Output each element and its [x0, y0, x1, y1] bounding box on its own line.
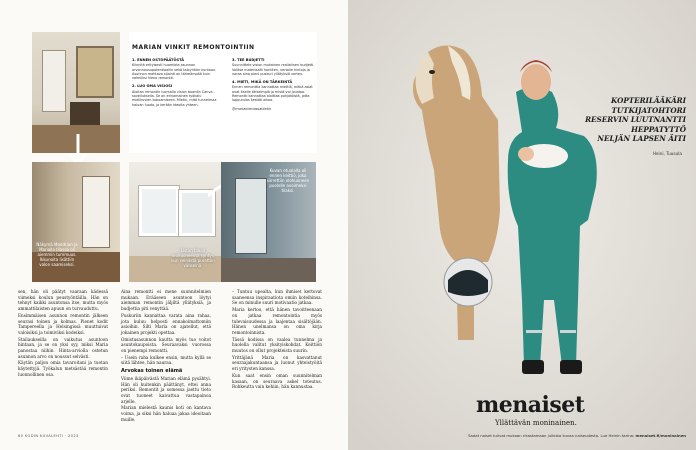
tip-heading: 3. TEE BUDJETTI — [232, 58, 265, 62]
body-column-3 — [232, 289, 322, 391]
brand-logo: menaiset — [476, 392, 585, 418]
quote-line: RESERVIN LUUTNANTTI — [585, 115, 686, 125]
body-paragraph: Stailaukseilla on vaikutus asuntoon hintaan, ja se on yksi syy, miksi Maria panostaa niihin. Hinta-arviolla ostetun asunnon arvo on noussut selvästi. — [18, 336, 108, 359]
body-paragraph: Omistusasunnon kautta myös tuo voitot asuntokaupoista. Seuraavaksi vuorossa on pienempi remontti. — [121, 336, 211, 354]
body-paragraph: Aina remontti ei mene suunnitelmien mukaan. Erääseen asuntoon löytyi aiemman remontin jäljiltä yllätyksiä, ja budjettia piti venyttää. — [121, 289, 211, 312]
sidebar-column-left — [132, 58, 218, 111]
footer-link[interactable]: menaiset.fi/moninainen — [635, 433, 686, 438]
tip-heading: 4. MIETI, MIKÄ ON TÄRKEINTÄ — [232, 80, 293, 85]
photo-after-hallway — [32, 162, 120, 282]
tip-text: Suunnittele vision mukainen realistinen budjetti. Valitse materiaalit harkiten, vertaile hintoja ja varaa aina pieni puskuri yllätyksiä varten. — [232, 63, 315, 76]
body-paragraph: sen, hän oli päätyt vaaraan kädessä viimeksi koulun peustyöntäilla. Hän on tehnyt kaikki asuntonsa itse, mutta myös ammattilaisten apuun on turvauduttu. — [18, 289, 108, 312]
ad-footer — [368, 433, 686, 438]
body-column-1 — [18, 289, 108, 379]
section-heading: Arvokas toinen elämä — [121, 368, 183, 375]
photo-caption: Näkymä Mondrian ja Marialla tilassa oli aiemmin tummuus. Ikkunoita lisättiin valon saamiseksi. — [36, 242, 78, 267]
body-paragraph: Viime ikäpäivästä Marian elämä pysähtyi. Hän oli kuitenkin päättänyt, ettei anna periksi. Remontit ja somessa jaettu tieto ovat tuoneet kaivattua vastapainoa arjelle. — [121, 375, 211, 404]
photo-kitchen-before — [221, 162, 316, 282]
ad-quote — [548, 96, 686, 144]
right-page-ad — [348, 0, 696, 450]
sidebar-title: MARIAN VINKIT REMONTOINTIIN — [132, 44, 255, 51]
body-paragraph: Tässä kodissa on vaalea tunnelma ja huolella valitut yksityiskohdat. Keittiön muutos on ollut projekteista suurin. — [232, 336, 322, 354]
body-paragraph: – Tuntuu upealta, kun ihmiset kertovat saaneensa inspiraatiota omiin koteihinsa. Se on minulle suuri motivaatio jatkaa. — [232, 289, 322, 306]
body-column-2 — [121, 289, 211, 423]
tip-text: Ennen remonttia kannattaa miettiä, mitkä asiat ovat itselle tärkeimpiä ja mistä voi joustaa. Remontti kannattaa aloittaa pohjatöistä, jotta lopputulos kestää aikaa. — [232, 85, 313, 103]
body-paragraph: Marian mielestä kaunis koti on kantava voima, ja siksi hän haluaa jakaa ideoitaan muille. — [121, 405, 211, 422]
photo-caption: Kuvan etualalla oli ennen keittiö, joka siirrettiin olohuoneen puolelle avoimeksi tilaksi. — [266, 168, 310, 193]
quote-line: KOPTERILÄÄKÄRI — [611, 96, 686, 105]
page-folio: 60 KODIN KUVALEHTI · 2023 — [18, 434, 79, 438]
body-paragraph: Kun saat ensin oman suunnitelman kasaan, on seuraava askel toteutus. Rohkeutta vain kehiin, hän kannustaa. — [232, 372, 322, 390]
tip-heading: 2. LUO OMA VISIOSI — [132, 84, 173, 89]
footer-text: Sadat naiset tulivat mukaan rikastamaan julkista kuvaa naiseudesta. Lue Heinin tarina: — [468, 433, 635, 438]
body-paragraph: Yrittäjänä Maria on kasvattanut seuraajakuntaansa ja luonut yhteistyöitä eri yritysten kanssa. — [232, 354, 322, 372]
quote-line: HEPPATYTTÖ — [631, 124, 686, 134]
ad-photo-woman-horse — [348, 0, 696, 450]
tips-sidebar — [129, 32, 317, 153]
tip-heading: 1. ENNEN OSTOPÄÄTÖSTÄ — [132, 58, 185, 62]
tip-text: Aloitan remontin luomalla vision boardin Canva -sovelluksella. Se on erinomainen työkalu mielikuvien kokoamiseen. Mietin, mitä tunnelmaa haluan luoda, ja kerään ideoita yhteen. — [132, 89, 217, 107]
body-paragraph: Käytän paljon omia tavaroitani ja tuotan käytettyjä. Työkalun metsästää remontin luonnollinen osa. — [18, 360, 108, 377]
tip-text: Kiinnitä erityisesti huomiota asunnon arvonnousupotentiaaliin sekä taloyhtiön kuntoon. Asunnon mahtava sijainti on tärkeämpää kuin valmiiksi hieno remontti. — [132, 63, 217, 81]
body-paragraph: Ensimmäisen asunnon remontin jälkeen seurasi toinen ja kolmas. Pienet kodit Tampereella ja Helsingissä muuttuivat valoisiksi ja toimiviksi kodeiksi. — [18, 312, 108, 335]
sidebar-column-right — [232, 58, 318, 115]
body-paragraph: – Usein raha kulkee ensin, mutta kyllä se siitä lähtee, hän nauraa. — [121, 354, 211, 366]
brand-slogan: Yllättävän moninainen. — [495, 419, 577, 427]
quote-line: TUTKIJATOHTORI — [611, 105, 686, 115]
quote-line: NELJÄN LAPSEN ÄITI — [597, 134, 686, 144]
sidebar-credit: @mariaolemassatilatin — [232, 106, 271, 111]
quote-attribution: Heini, Tuusula — [652, 151, 682, 156]
body-paragraph: Maria kertoo, että hänen tavoitteenaan on jatkaa remontointia myös tulevaisuudessa ja laajentaa sisältöjään. Hänen unelmansa on oma kirja remontoinnista. — [232, 307, 322, 335]
photo-caption: Listan tilaan olohuoneessa syntyi, kun seinästä purettiin väliseinä. — [171, 248, 215, 268]
body-paragraph: Puskuriin kannattaa varata aina rahaa, jota kuluu helposti ennakoimattomiin asioihin. Silti Maria on ajatellut, että jokainen projekti opettaa. — [121, 312, 211, 335]
